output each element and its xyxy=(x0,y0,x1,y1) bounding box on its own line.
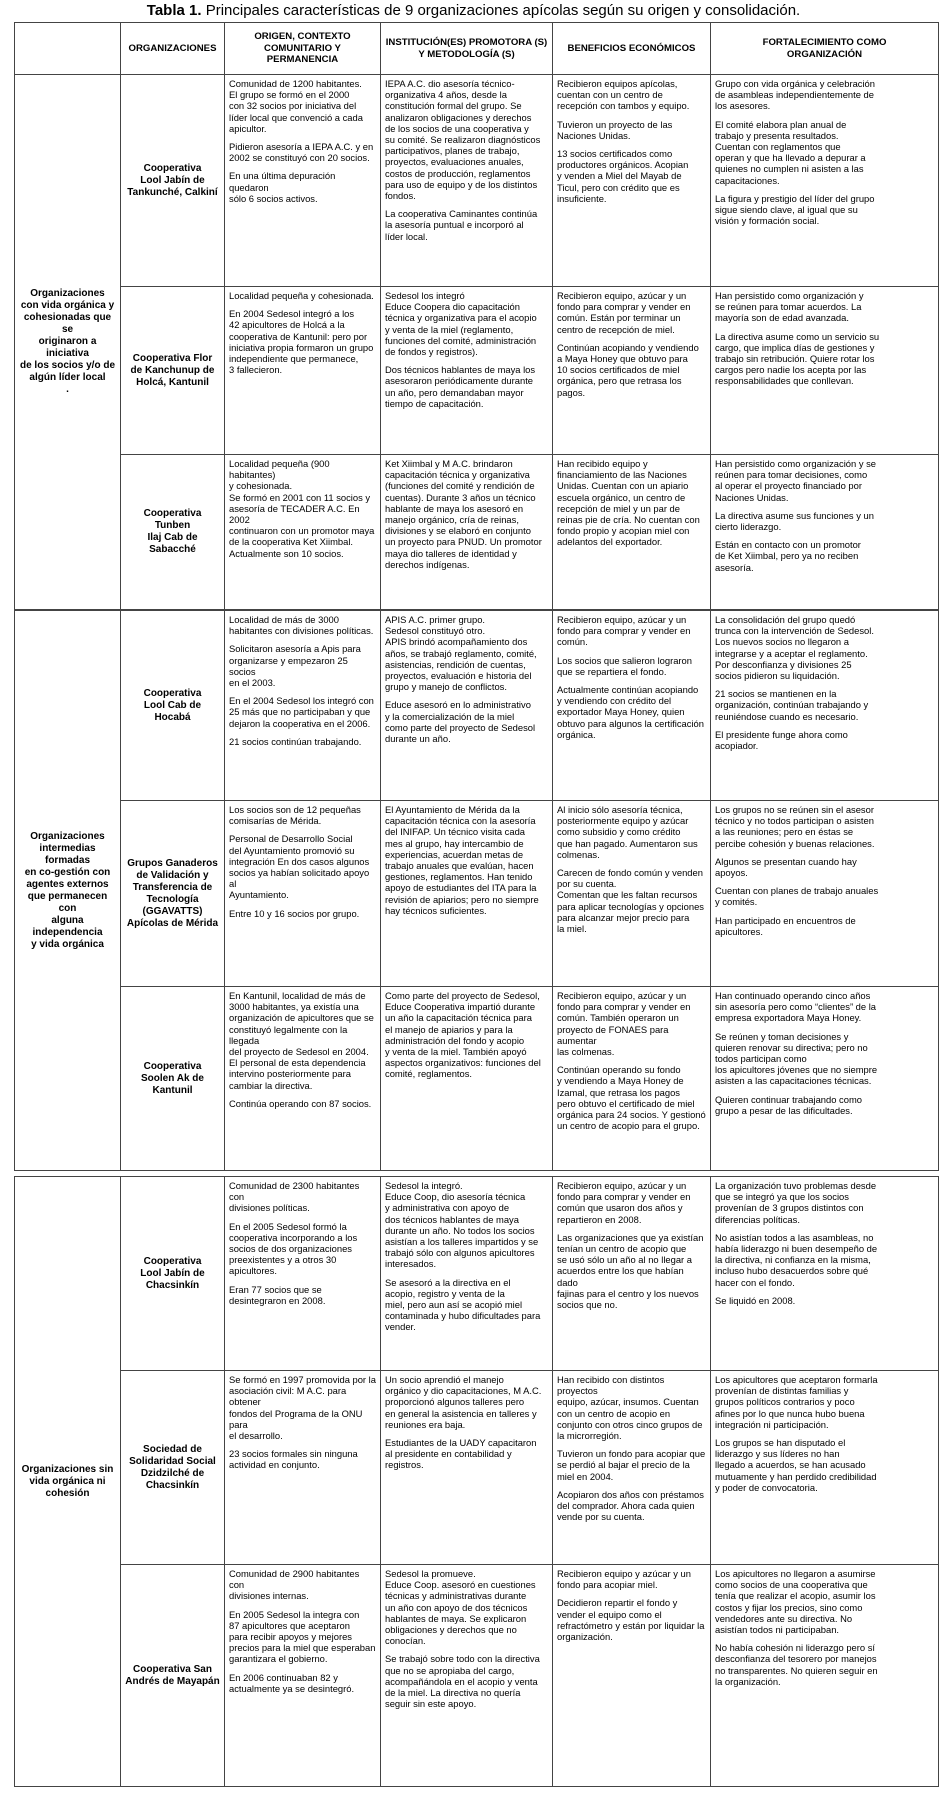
text-paragraph: Decidieron repartir el fondo y vender el equipo como el refractómetro y están por liquidar la organización. xyxy=(557,1597,705,1643)
text-paragraph: Eran 77 socios que se desintegraron en 2008. xyxy=(229,1283,326,1306)
table-row xyxy=(15,75,939,287)
origen-cell xyxy=(225,987,381,1171)
text-paragraph: Sedesol los integró Educe Coopera dio capacitación técnica y organizativa para el acopio y venta de la miel (reglamento, funciones del comité, administración de fondos y registros). xyxy=(385,290,537,358)
text-paragraph: En 2005 Sedesol la integra con 87 apicultores que aceptaron para recibir apoyos y mejores precios para la miel que esperaban garantizara el gobierno. xyxy=(229,1608,376,1665)
text-paragraph: Continúan operando su fondo y vendiendo a Maya Honey de Izamal, que retrasa los pagos pero obtuvo el certificado de miel orgánica para 24 socios. Y gestionó un centro de acopio para el grupo. xyxy=(557,1064,706,1132)
table-section-3 xyxy=(14,1176,939,1787)
text-paragraph: Un socio aprendió el manejo orgánico y dio capacitaciones, M A.C. proporcionó algunos talleres pero en general la asistencia en talleres y reuniones era baja. xyxy=(385,1374,542,1430)
instituciones-cell xyxy=(381,987,553,1171)
text-paragraph: Recibieron equipo, azúcar y un fondo para comprar y vender en común. xyxy=(557,614,691,648)
beneficios-cell xyxy=(553,801,711,987)
text-paragraph: Localidad pequeña (900 habitantes) y cohesionada. Se formó en 2001 con 11 socios y asesoría de TECADER A.C. En 2002 continuaron con un promotor maya de la cooperativa Ket Xiimbal. Actualmente son 10 socios. xyxy=(229,458,375,559)
beneficios-cell xyxy=(553,75,711,287)
text-paragraph: Localidad pequeña y cohesionada. xyxy=(229,290,374,301)
beneficios-cell xyxy=(553,287,711,455)
beneficios-cell xyxy=(553,455,711,610)
origen-cell xyxy=(225,1565,381,1787)
text-paragraph: Sedesol la integró. Educe Coop, dio asesoría técnica y administrativa con apoyo de dos técnicos hablantes de maya durante un año. No todos los socios asistían a los talleres impartidos y se trabajó sólo con algunos apicultores interesados. xyxy=(385,1180,539,1270)
text-paragraph: Comunidad de 2300 habitantes con divisiones políticas. xyxy=(229,1180,360,1214)
text-paragraph: La figura y prestigio del líder del grupo sigue siendo clave, al igual que su visión y formación social. xyxy=(715,192,875,227)
instituciones-cell xyxy=(381,455,553,610)
text-paragraph: No había cohesión ni liderazgo pero sí desconfianza del tesorero por manejos no transparentes. No quieren seguir en la organización. xyxy=(715,1642,878,1687)
table-row xyxy=(15,1565,939,1787)
text-paragraph: 13 socios certificados como productores orgánicos. Acopian y venden a Miel del Mayab de Ticul, pero con crédito que es insuficiente. xyxy=(557,148,689,204)
instituciones-cell xyxy=(381,611,553,801)
beneficios-cell xyxy=(553,987,711,1171)
text-paragraph: Los socios son de 12 pequeñas comisarías de Mérida. xyxy=(229,804,361,827)
text-paragraph: Al inicio sólo asesoría técnica, posteriormente equipo y azúcar como subsidio y como crédito que han pagado. Aumentaron sus colmenas. xyxy=(557,804,698,860)
beneficios-cell xyxy=(553,1371,711,1565)
org-name: Sociedad de Solidaridad Social Dzidzilché de Chacsinkín xyxy=(121,1371,225,1565)
text-paragraph: Recibieron equipo, azúcar y un fondo para comprar y vender en común. Están por terminar un centro de recepción de miel. xyxy=(557,290,691,335)
caption-text: Principales características de 9 organizaciones apícolas según su origen y consolidación. xyxy=(205,2,801,19)
header-organizaciones: ORGANIZACIONES xyxy=(121,23,225,75)
origen-cell xyxy=(225,287,381,455)
text-paragraph: Comunidad de 1200 habitantes. El grupo se formó en el 2000 con 32 socios por iniciativa del líder local que convenció a cada apicultor. xyxy=(229,78,363,134)
table-row xyxy=(15,1177,939,1371)
text-paragraph: Quieren continuar trabajando como grupo a pesar de las dificultades. xyxy=(715,1093,862,1116)
text-paragraph: En 2006 continuaban 82 y actualmente ya se desintegró. xyxy=(229,1671,355,1694)
text-paragraph: Han continuado operando cinco años sin asesoría pero como “clientes” de la empresa exportadora Maya Honey. xyxy=(715,990,877,1024)
text-paragraph: Ket Xiimbal y M A.C. brindaron capacitación técnica y organizativa (funciones del comité y rendición de cuentas). Durante 3 años un técnico hablante de maya los asesoró en manejo orgánico, cría de reinas, divisiones y se elaboró en conjunto un proyecto para PNUD. Un promotor maya dio talleres de identidad y derechos indígenas. xyxy=(385,458,542,570)
instituciones-cell xyxy=(381,801,553,987)
text-paragraph: 23 socios formales sin ninguna actividad en conjunto. xyxy=(229,1448,358,1471)
text-paragraph: Se formó en 1997 promovida por la asociación civil: M A.C. para obtener fondos del Programa de la ONU para el desarrollo. xyxy=(229,1374,376,1442)
text-paragraph: Los apicultores que aceptaron formarla provenían de distintas familias y grupos políticos contrarios y poco afines por lo que nunca hubo buena integración ni participación. xyxy=(715,1374,878,1430)
text-paragraph: Sedesol la promueve. Educe Coop. asesoró en cuestiones técnicas y administrativas durante un año con apoyo de dos técnicos hablantes de maya. Se explicaron obligaciones y derechos que no conocían. xyxy=(385,1568,536,1647)
header-blank xyxy=(15,23,121,75)
text-paragraph: El comité elabora plan anual de trabajo y presenta resultados. Cuentan con reglamentos que operan y que ha llevado a depurar a quienes no cumplen ni asisten a las capacitaciones. xyxy=(715,118,866,186)
text-paragraph: En el 2005 Sedesol formó la cooperativa incorporando a los socios de dos organizaciones preexistentes y a otros 30 apicultores. xyxy=(229,1220,358,1277)
text-paragraph: Recibieron equipo, azúcar y un fondo para comprar y vender en común que usaron dos años y repartieron en 2008. xyxy=(557,1180,691,1225)
fortalecimiento-cell xyxy=(711,1371,939,1565)
table-caption xyxy=(0,0,947,22)
group-label: Organizaciones con vida orgánica y cohesionadas que se originaron a iniciativa de los socios y/o de algún líder local . xyxy=(15,75,121,610)
text-paragraph: IEPA A.C. dio asesoría técnico- organizativa 4 años, desde la constitución formal del grupo. Se analizaron obligaciones y derechos de los socios de una cooperativa y su comité. Se realizaron diagnósticos participativos, planes de trabajo, proyectos, evaluaciones anuales, costos de producción, reglamentos para uso de equipo y de los distintos fondos. xyxy=(385,78,541,202)
text-paragraph: Continúa operando con 87 socios. xyxy=(229,1097,372,1109)
text-paragraph: Han recibido con distintos proyectos equipo, azúcar, insumos. Cuentan con un centro de acopio en conjunto con otros cinco grupos de la microrregión. xyxy=(557,1374,703,1442)
org-name: Cooperativa Tunben Ilaj Cab de Sabacché xyxy=(121,455,225,610)
origen-cell xyxy=(225,611,381,801)
text-paragraph: Educe asesoró en lo administrativo y la comercialización de la miel como parte del proyecto de Sedesol durante un año. xyxy=(385,699,536,745)
table-row xyxy=(15,801,939,987)
table-section-2 xyxy=(14,610,939,1171)
text-paragraph: Actualmente continúan acopiando y vendiendo con crédito del exportador Maya Honey, quien obtuvo para algunos la certificación orgánica. xyxy=(557,684,704,740)
text-paragraph: La directiva asume sus funciones y un cierto liderazgo. xyxy=(715,509,874,533)
instituciones-cell xyxy=(381,1371,553,1565)
text-paragraph: Han participado en encuentros de apicultores. xyxy=(715,914,856,937)
table-row xyxy=(15,455,939,610)
text-paragraph: Grupo con vida orgánica y celebración de asambleas independientemente de los asesores. xyxy=(715,78,875,112)
origen-cell xyxy=(225,455,381,610)
fortalecimiento-cell xyxy=(711,801,939,987)
text-paragraph: Los apicultores no llegaron a asumirse como socios de una cooperativa que tenía que realizar el acopio, asumir los costos y fijar los precios, sino como vendedores ante su directiva. No asistían todos ni participaban. xyxy=(715,1568,876,1636)
beneficios-cell xyxy=(553,1565,711,1787)
header-row xyxy=(15,23,939,75)
text-paragraph: Han persistido como organización y se reúnen para tomar acuerdos. La mayoría son de edad avanzada. xyxy=(715,290,864,324)
text-paragraph: Continúan acopiando y vendiendo a Maya Honey que obtuvo para 10 socios certificados de miel orgánica, pero que retrasa los pagos. xyxy=(557,341,699,398)
origen-cell xyxy=(225,1371,381,1565)
text-paragraph: 21 socios continúan trabajando. xyxy=(229,735,362,747)
table-row xyxy=(15,987,939,1171)
fortalecimiento-cell xyxy=(711,455,939,610)
origen-cell xyxy=(225,75,381,287)
text-paragraph: Localidad de más de 3000 habitantes con divisiones políticas. xyxy=(229,614,374,637)
text-paragraph: La directiva asume como un servicio su cargo, que implica días de gestiones y trabajo sin retribución. Quiere rotar los cargos pero nadie los acepta por las responsabilidades que conllevan. xyxy=(715,330,880,387)
org-name: Cooperativa Soolen Ak de Kantunil xyxy=(121,987,225,1171)
text-paragraph: Recibieron equipo y azúcar y un fondo para acopiar miel. xyxy=(557,1568,691,1591)
text-paragraph: Se liquidó en 2008. xyxy=(715,1294,796,1306)
text-paragraph: El Ayuntamiento de Mérida da la capacitación técnica con la asesoría del INIFAP. Un técnico visita cada mes al grupo, hay intercambio de experiencias, acuerdan metas de trabajo anuales que evalúan, hacen gestiones, reglamentos. Han tenido apoyo de estudiantes del ITA para la revisión de apiarios; pero no siempre hay técnicos suficientes. xyxy=(385,804,539,916)
text-paragraph: Estudiantes de la UADY capacitaron al presidente en contabilidad y registros. xyxy=(385,1437,537,1471)
text-paragraph: Están en contacto con un promotor de Ket Xiimbal, pero ya no reciben asesoría. xyxy=(715,539,861,573)
text-paragraph: Cuentan con planes de trabajo anuales y comités. xyxy=(715,885,879,908)
instituciones-cell xyxy=(381,1177,553,1371)
fortalecimiento-cell xyxy=(711,1565,939,1787)
text-paragraph: Las organizaciones que ya existían tenían un centro de acopio que se usó sólo un año al no llegar a acuerdos entre los que habían dado fajinas para el centro y los nuevos socios que no. xyxy=(557,1231,704,1311)
caption-label: Tabla 1. xyxy=(146,2,202,19)
org-name: Cooperativa Lool Jabín de Tankunché, Calkiní xyxy=(121,75,225,287)
text-paragraph: Recibieron equipos apícolas, cuentan con un centro de recepción con tambos y equipo. xyxy=(557,78,690,112)
table-section-1 xyxy=(14,22,939,610)
text-paragraph: La consolidación del grupo quedó trunca con la intervención de Sedesol. Los nuevos socios no llegaron a integrarse y a aceptar el reglamento. Por desconfianza y divisiones 25 socios pidieron su liquidación. xyxy=(715,614,874,682)
group-label: Organizaciones intermedias formadas en co-gestión con agentes externos que permanecen con alguna independencia y vida orgánica xyxy=(15,611,121,1171)
fortalecimiento-cell xyxy=(711,611,939,801)
origen-cell xyxy=(225,801,381,987)
table-row xyxy=(15,1371,939,1565)
fortalecimiento-cell xyxy=(711,75,939,287)
text-paragraph: La organización tuvo problemas desde que se integró ya que los socios provenían de 3 grupos distintos con diferencias políticas. xyxy=(715,1180,877,1225)
instituciones-cell xyxy=(381,75,553,287)
fortalecimiento-cell xyxy=(711,987,939,1171)
text-paragraph: Tuvieron un proyecto de las Naciones Unidas. xyxy=(557,118,673,141)
text-paragraph: Se asesoró a la directiva en el acopio, registro y venta de la miel, pero aun así se acopió miel contaminada y hubo dificultades para vender. xyxy=(385,1276,541,1333)
org-name: Cooperativa Lool Cab de Hocabá xyxy=(121,611,225,801)
text-paragraph: En el 2004 Sedesol los integró con 25 más que no participaban y que dejaron la cooperativa en el 2006. xyxy=(229,695,374,729)
text-paragraph: Como parte del proyecto de Sedesol, Educe Cooperativa impartió durante un año la capacitación técnica para el manejo de apiarios y para la administración del fondo y acopio y venta de la miel. También apoyó aspectos organizativos: funciones del comité, reglamentos. xyxy=(385,990,541,1080)
origen-cell xyxy=(225,1177,381,1371)
text-paragraph: Algunos se presentan cuando hay apoyos. xyxy=(715,855,857,879)
org-name: Cooperativa Lool Jabín de Chacsinkín xyxy=(121,1177,225,1371)
text-paragraph: Entre 10 y 16 socios por grupo. xyxy=(229,907,360,919)
text-paragraph: Han recibido equipo y financiamiento de las Naciones Unidas. Cuentan con un apiario escuela orgánico, un centro de recepción de miel y un par de reinas pie de cría. No cuentan con fondo propio y acopian miel con adelantos del exportador. xyxy=(557,458,700,548)
text-paragraph: Los grupos se han disputado el liderazgo y sus líderes no han llegado a acuerdos, se han acusado mutuamente y han perdido credibilidad y poder de convocatoria. xyxy=(715,1437,877,1493)
text-paragraph: Se reúnen y toman decisiones y quieren renovar su directiva; pero no todos participan como los apicultores jóvenes que no siempre asisten a las capacitaciones técnicas. xyxy=(715,1030,878,1087)
group-label: Organizaciones sin vida orgánica ni cohesión xyxy=(15,1177,121,1787)
text-paragraph: Pidieron asesoría a IEPA A.C. y en 2002 se constituyó con 20 socios. xyxy=(229,141,374,164)
text-paragraph: Comunidad de 2900 habitantes con divisiones internas. xyxy=(229,1568,360,1602)
text-paragraph: Acopiaron dos años con préstamos del comprador. Ahora cada quien vende por su cuenta. xyxy=(557,1488,704,1523)
fortalecimiento-cell xyxy=(711,1177,939,1371)
header-instituciones: INSTITUCIÓN(ES) PROMOTORA (S) Y METODOLOGÍA (S) xyxy=(381,23,553,75)
text-paragraph: En 2004 Sedesol integró a los 42 apicultores de Holcá a la cooperativa de Kantunil: pero por iniciativa propia formaron un grupo independiente que permanece, 3 fallecieron. xyxy=(229,308,374,376)
header-origen: ORIGEN, CONTEXTO COMUNITARIO Y PERMANENCIA xyxy=(225,23,381,75)
text-paragraph: APIS A.C. primer grupo. Sedesol constituyó otro. APIS brindó acompañamiento dos años, se trabajó reglamento, comité, asistencias, rendición de cuentas, proyectos, evaluación e historia del grupo y manejo de conflictos. xyxy=(385,614,537,693)
text-paragraph: Carecen de fondo común y venden por su cuenta. Comentan que les faltan recursos para aplicar tecnologías y opciones para alcanzar mejor precio para la miel. xyxy=(557,867,704,935)
text-paragraph: Han persistido como organización y se reúnen para tomar decisiones, como al operar el proyecto financiado por Naciones Unidas. xyxy=(715,458,877,503)
text-paragraph: Personal de Desarrollo Social del Ayuntamiento promovió su integración En dos casos algunos socios ya habían solicitado apoyo al Ayuntamiento. xyxy=(229,833,370,901)
org-name: Grupos Ganaderos de Validación y Transferencia de Tecnología (GGAVATTS) Apícolas de Mérida xyxy=(121,801,225,987)
table-row xyxy=(15,287,939,455)
header-fortalecimiento: FORTALECIMIENTO COMO ORGANIZACIÓN xyxy=(711,23,939,75)
beneficios-cell xyxy=(553,1177,711,1371)
header-beneficios: BENEFICIOS ECONÓMICOS xyxy=(553,23,711,75)
text-paragraph: En una última depuración quedaron sólo 6 socios activos. xyxy=(229,170,336,204)
text-paragraph: Recibieron equipo, azúcar y un fondo para comprar y vender en común. También operaron un proyecto de FONAES para aumentar las colmenas. xyxy=(557,990,691,1058)
instituciones-cell xyxy=(381,1565,553,1787)
text-paragraph: Se trabajó sobre todo con la directiva que no se apropiaba del cargo, acompañándola en el acopio y venta de la miel. La directiva no quería seguir sin este apoyo. xyxy=(385,1653,540,1710)
text-paragraph: Tuvieron un fondo para acopiar que se perdió al bajar el precio de la miel en 2004. xyxy=(557,1448,706,1482)
text-paragraph: Los grupos no se reúnen sin el asesor técnico y no todos participan o asisten a las reuniones; pero en éstas se percibe cohesión y buenas relaciones. xyxy=(715,804,875,849)
beneficios-cell xyxy=(553,611,711,801)
text-paragraph: Solicitaron asesoría a Apis para organizarse y empezaron 25 socios en el 2003. xyxy=(229,643,361,689)
text-paragraph: No asistían todos a las asambleas, no había liderazgo ni buen desempeño de la directiva, ni confianza en la misma, incluso hubo desacuerdos sobre qué hacer con el fondo. xyxy=(715,1231,878,1288)
org-name: Cooperativa Flor de Kanchunup de Holcá, Kantunil xyxy=(121,287,225,455)
text-paragraph: En Kantunil, localidad de más de 3000 habitantes, ya existía una organización de apicultores que se constituyó legalmente con la llegada del proyecto de Sedesol en 2004. El personal de esta dependencia intervino posteriormente para cambiar la directiva. xyxy=(229,990,374,1091)
fortalecimiento-cell xyxy=(711,287,939,455)
text-paragraph: Los socios que salieron lograron que se repartiera el fondo. xyxy=(557,654,692,677)
table-row xyxy=(15,611,939,801)
instituciones-cell xyxy=(381,287,553,455)
text-paragraph: 21 socios se mantienen en la organización, continúan trabajando y reuniéndose cuando es necesario. xyxy=(715,688,869,722)
org-name: Cooperativa San Andrés de Mayapán xyxy=(121,1565,225,1787)
text-paragraph: La cooperativa Caminantes continúa la asesoría puntual e incorporó al líder local. xyxy=(385,208,538,242)
text-paragraph: Dos técnicos hablantes de maya los asesoraron periódicamente durante un año, pero demandaban mayor tiempo de capacitación. xyxy=(385,364,536,409)
text-paragraph: El presidente funge ahora como acopiador. xyxy=(715,728,848,752)
